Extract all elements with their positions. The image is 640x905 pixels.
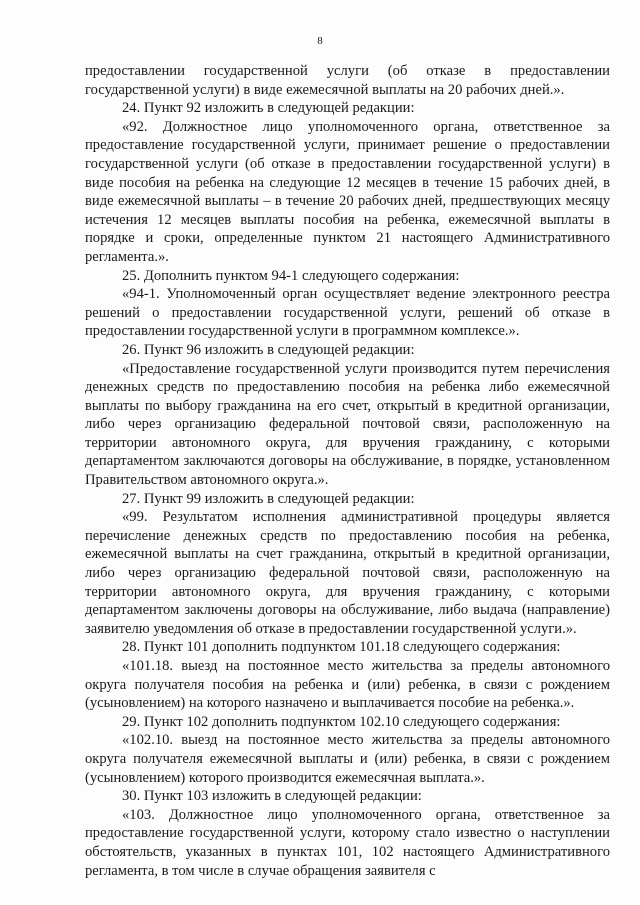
quoted-clause-102-10: «102.10. выезд на постоянное место жительства за пределы автономного округа получателя ежемесячной выплаты и (или) ребенка, в связи с рождением (усыновлением) которого производится ежемесячная выплата.».: [85, 732, 610, 786]
quoted-clause-92: «92. Должностное лицо уполномоченного органа, ответственное за предоставление государственной услуги, принимает решение о предоставлении государственной услуги (об отказе в предоставлении государственной услуги) в виде пособия на ребенка на следующие 12 месяцев в течение 15 рабочих дней, в виде ежемесячной выплаты – в течение 20 рабочих дней, предшествующих месяцу истечения 12 месяцев выплаты пособия на ребенка, ежемесячной выплаты в порядке и сроки, определенные пунктом 21 настоящего Административного регламента.».: [85, 118, 610, 265]
quoted-clause-94-1: «94-1. Уполномоченный орган осуществляет ведение электронного реестра решений о предоставлении государственной услуги, решений об отказе в предоставлении государственной услуги в программном комплексе.».: [85, 286, 610, 340]
amendment-item-25: 25. Дополнить пунктом 94-1 следующего содержания:: [122, 267, 460, 284]
amendment-item-28: 28. Пункт 101 дополнить подпунктом 101.18 следующего содержания:: [122, 639, 561, 656]
quoted-clause-103: «103. Должностное лицо уполномоченного органа, ответственное за предоставление государственной услуги, которому стало известно о наступлении обстоятельств, указанных в пунктах 101, 102 настоящего Административного регламента, в том числе в случае обращения заявителя с: [85, 806, 610, 879]
amendment-item-27: 27. Пункт 99 изложить в следующей редакции:: [122, 490, 415, 507]
quoted-clause-101-18: «101.18. выезд на постоянное место жительства за пределы автономного округа получателя пособия на ребенка и (или) ребенка, в связи с рождением (усыновлением) на которого назначено и выплачивается пособие на ребенка.».: [85, 658, 610, 712]
document-body: [85, 62, 610, 880]
page-number: 8: [317, 35, 323, 47]
amendment-item-26: 26. Пункт 96 изложить в следующей редакции:: [122, 341, 415, 358]
quoted-clause-99: «99. Результатом исполнения административной процедуры является перечисление денежных средств по предоставлению пособия на ребенка, ежемесячной выплаты на счет гражданина, открытый в кредитной организации, либо через организацию федеральной почтовой связи, расположенную на территории автономного округа, для вручения гражданину, с которыми департаментом заключены договоры на обслуживание, либо выдача (направление) заявителю уведомления об отказе в предоставлении государственной услуги.».: [85, 509, 610, 637]
paragraph-continuation: предоставлении государственной услуги (об отказе в предоставлении государственной услуги) в виде ежемесячной выплаты на 20 рабочих дней.».: [85, 63, 610, 98]
amendment-item-24: 24. Пункт 92 изложить в следующей редакции:: [122, 100, 415, 117]
quoted-clause-96: «Предоставление государственной услуги производится путем перечисления денежных средств по предоставлению пособия на ребенка либо ежемесячной выплаты по выбору гражданина на его счет, открытый в кредитной организации, либо через организацию федеральной почтовой связи, расположенную на территории автономного округа, для вручения гражданину, с которыми департаментом заключаются договоры на обслуживание, в порядке, установленном Правительством автономного округа.».: [85, 360, 610, 489]
amendment-item-30: 30. Пункт 103 изложить в следующей редакции:: [122, 788, 422, 805]
amendment-item-29: 29. Пункт 102 дополнить подпунктом 102.10 следующего содержания:: [122, 713, 561, 730]
